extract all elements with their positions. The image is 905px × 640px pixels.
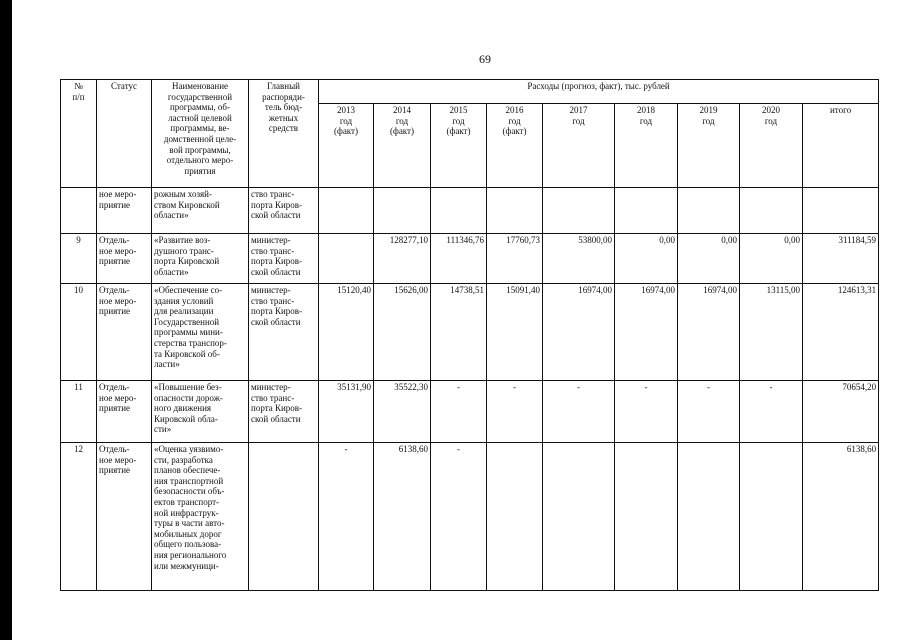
row-number: 9 bbox=[61, 234, 97, 284]
cell-2019: 0,00 bbox=[678, 234, 740, 284]
row-program-name: «Развитие воз- душного транс- порта Кировской области» bbox=[152, 234, 249, 284]
table-row bbox=[61, 234, 879, 284]
cell-2013 bbox=[319, 234, 374, 284]
table-row bbox=[61, 284, 879, 381]
header-budget-admin: Главный распоряди- тель бюд- жетных средств bbox=[249, 80, 319, 188]
cell-2020: - bbox=[740, 381, 803, 443]
cell-2015: 14738,51 bbox=[431, 284, 487, 381]
cell-2017: - bbox=[543, 381, 615, 443]
cell-2014 bbox=[374, 188, 431, 234]
row-program-name: «Оценка уязвимо- сти, разработка планов обеспече- ния транспортной безопасности объ- ектов транспорт- ной инфраструк- туры в части авто- мобильных дорог общего пользова- ния регионального или межмуници- bbox=[152, 443, 249, 591]
cell-2014: 128277,10 bbox=[374, 234, 431, 284]
row-budget-admin bbox=[249, 443, 319, 591]
cell-2015: - bbox=[431, 443, 487, 591]
row-budget-admin: ство транс- порта Киров- ской области bbox=[249, 188, 319, 234]
header-year-2018: 2018 год bbox=[615, 104, 678, 188]
cell-total: 124613,31 bbox=[803, 284, 879, 381]
cell-2020 bbox=[740, 188, 803, 234]
header-expenses-group: Расходы (прогноз, факт), тыс. рублей bbox=[319, 80, 879, 104]
cell-2014: 15626,00 bbox=[374, 284, 431, 381]
cell-2018 bbox=[615, 443, 678, 591]
row-budget-admin: министер- ство транс- порта Киров- ской области bbox=[249, 234, 319, 284]
cell-2018 bbox=[615, 188, 678, 234]
header-num: № п/п bbox=[61, 80, 97, 188]
cell-total bbox=[803, 188, 879, 234]
row-program-name: «Повышение без- опасности дорож- ного движения Кировской обла- сти» bbox=[152, 381, 249, 443]
cell-2020: 0,00 bbox=[740, 234, 803, 284]
cell-total: 70654,20 bbox=[803, 381, 879, 443]
header-year-2020: 2020 год bbox=[740, 104, 803, 188]
cell-total: 6138,60 bbox=[803, 443, 879, 591]
scan-edge-bar bbox=[0, 0, 12, 640]
row-budget-admin: министер- ство транс- порта Киров- ской области bbox=[249, 381, 319, 443]
expenses-table bbox=[60, 79, 879, 591]
table-row bbox=[61, 188, 879, 234]
cell-2018: 16974,00 bbox=[615, 284, 678, 381]
header-year-2017: 2017 год bbox=[543, 104, 615, 188]
cell-2013: - bbox=[319, 443, 374, 591]
cell-2016: 15091,40 bbox=[487, 284, 543, 381]
row-status: Отдель- ное меро- приятие bbox=[97, 381, 152, 443]
cell-2013: 35131,90 bbox=[319, 381, 374, 443]
row-status: Отдель- ное меро- приятие bbox=[97, 234, 152, 284]
cell-2020: 13115,00 bbox=[740, 284, 803, 381]
header-total: итого bbox=[803, 104, 879, 188]
cell-2019 bbox=[678, 443, 740, 591]
row-program-name: «Обеспечение со- здания условий для реализации Государственной программы мини- стерства транспор- та Кировской об- ласти» bbox=[152, 284, 249, 381]
row-number: 12 bbox=[61, 443, 97, 591]
cell-2019: - bbox=[678, 381, 740, 443]
table-row bbox=[61, 381, 879, 443]
row-status: Отдель- ное меро- приятие bbox=[97, 284, 152, 381]
cell-2019 bbox=[678, 188, 740, 234]
cell-2019: 16974,00 bbox=[678, 284, 740, 381]
header-year-2013: 2013 год (факт) bbox=[319, 104, 374, 188]
cell-2017: 16974,00 bbox=[543, 284, 615, 381]
header-year-2019: 2019 год bbox=[678, 104, 740, 188]
cell-2014: 6138,60 bbox=[374, 443, 431, 591]
cell-2016: 17760,73 bbox=[487, 234, 543, 284]
row-number: 10 bbox=[61, 284, 97, 381]
row-number: 11 bbox=[61, 381, 97, 443]
header-year-2014: 2014 год (факт) bbox=[374, 104, 431, 188]
row-status: Отдель- ное меро- приятие bbox=[97, 443, 152, 591]
cell-2018: 0,00 bbox=[615, 234, 678, 284]
cell-2015: 111346,76 bbox=[431, 234, 487, 284]
cell-2016 bbox=[487, 443, 543, 591]
cell-2017 bbox=[543, 188, 615, 234]
cell-2018: - bbox=[615, 381, 678, 443]
row-program-name: рожным хозяй- ством Кировской области» bbox=[152, 188, 249, 234]
header-program-name: Наименование государственной программы, об- ластной целевой программы, ве- домственной целе- вой программы, отдельного меро- приятия bbox=[152, 80, 249, 188]
cell-2014: 35522,30 bbox=[374, 381, 431, 443]
row-budget-admin: министер- ство транс- порта Киров- ской области bbox=[249, 284, 319, 381]
table-row bbox=[61, 443, 879, 591]
cell-2015: - bbox=[431, 381, 487, 443]
header-year-2015: 2015 год (факт) bbox=[431, 104, 487, 188]
cell-2017 bbox=[543, 443, 615, 591]
cell-2013: 15120,40 bbox=[319, 284, 374, 381]
cell-total: 311184,59 bbox=[803, 234, 879, 284]
cell-2020 bbox=[740, 443, 803, 591]
cell-2017: 53800,00 bbox=[543, 234, 615, 284]
row-number bbox=[61, 188, 97, 234]
cell-2016: - bbox=[487, 381, 543, 443]
header-status: Статус bbox=[97, 80, 152, 188]
cell-2015 bbox=[431, 188, 487, 234]
page-number: 69 bbox=[479, 52, 491, 66]
row-status: ное меро- приятие bbox=[97, 188, 152, 234]
cell-2016 bbox=[487, 188, 543, 234]
cell-2013 bbox=[319, 188, 374, 234]
header-year-2016: 2016 год (факт) bbox=[487, 104, 543, 188]
